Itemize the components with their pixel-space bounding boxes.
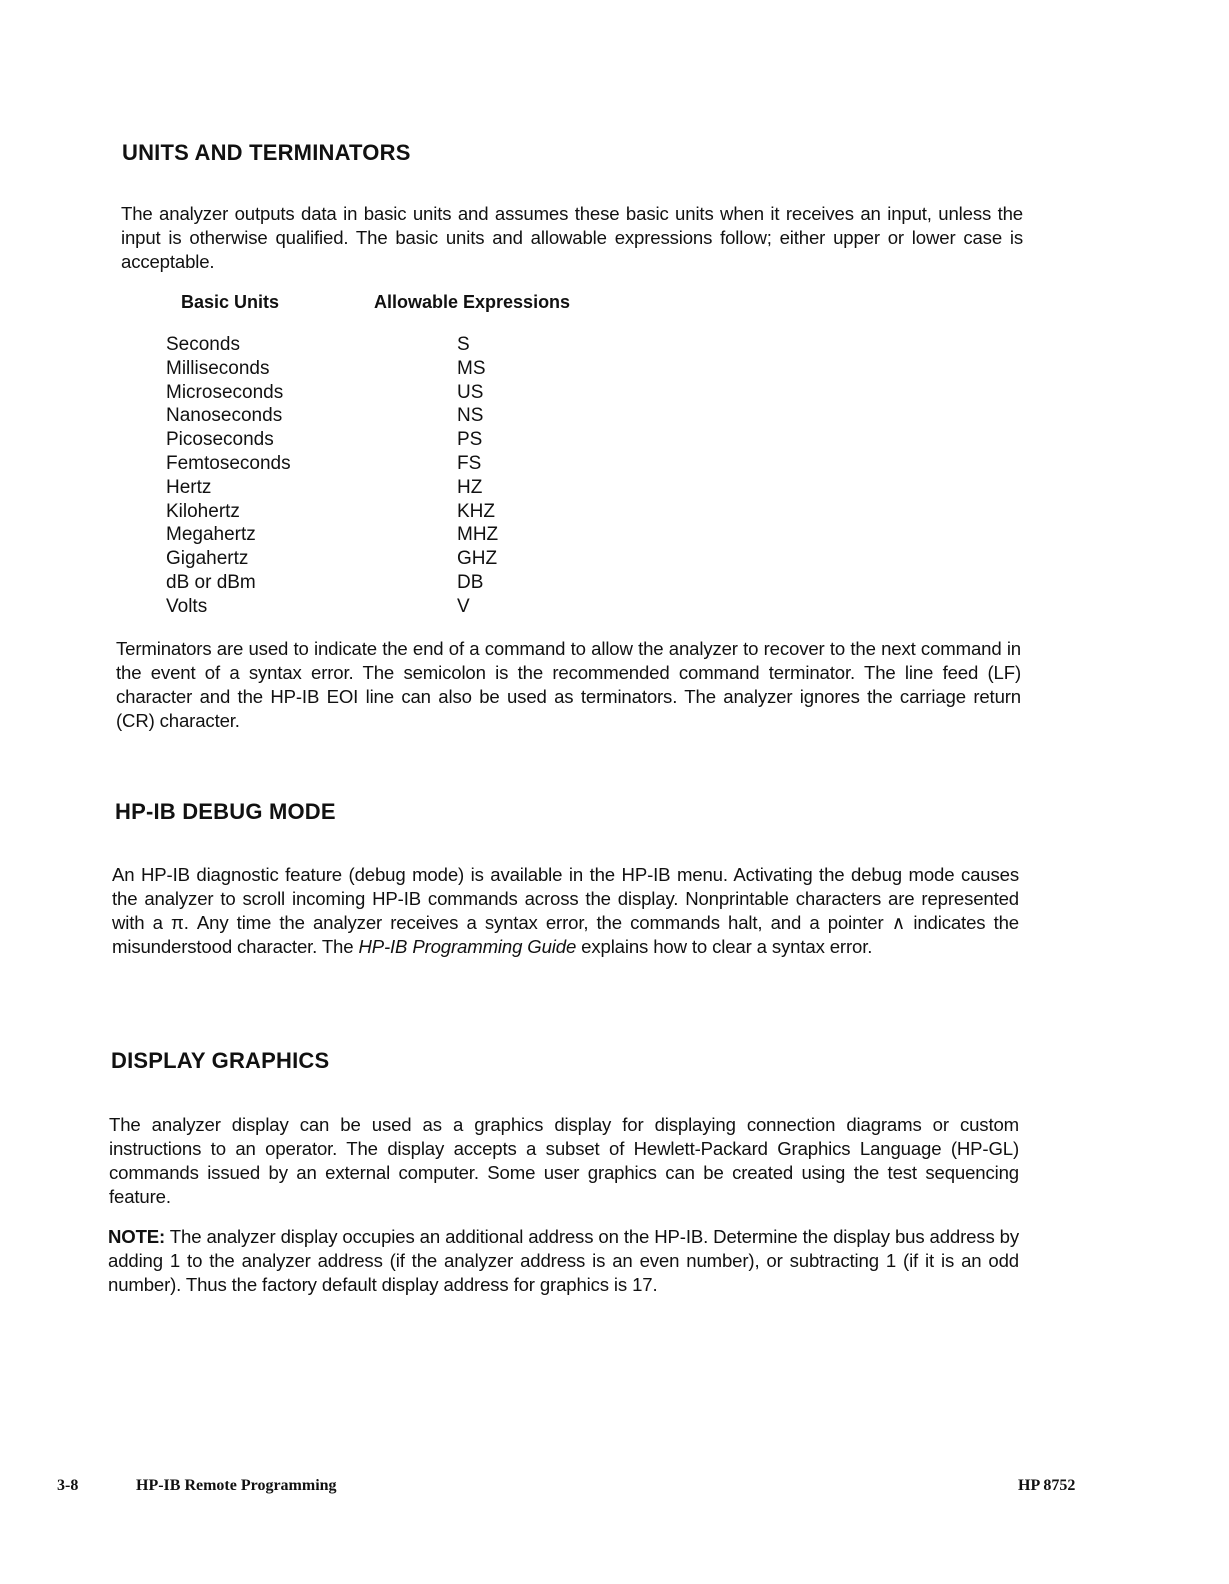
note-paragraph xyxy=(108,1225,1019,1297)
basic-units-column xyxy=(166,333,291,619)
table-header-expressions: Allowable Expressions xyxy=(374,292,571,312)
expression-cell: NS xyxy=(457,405,484,427)
basic-unit-cell: Microseconds xyxy=(166,381,284,403)
expressions-column xyxy=(457,333,498,619)
basic-unit-cell: Gigahertz xyxy=(166,548,249,570)
expression-cell: HZ xyxy=(457,476,483,498)
programming-guide-title: HP-IB Programming Guide xyxy=(358,936,577,957)
expression-cell: PS xyxy=(457,429,483,451)
expression-cell: S xyxy=(457,334,470,355)
basic-unit-cell: Femtoseconds xyxy=(166,452,291,474)
expression-cell: KHZ xyxy=(457,500,495,522)
basic-unit-cell: Seconds xyxy=(166,334,240,355)
expression-cell: US xyxy=(457,381,484,403)
expression-cell: MHZ xyxy=(457,524,499,546)
expression-cell: FS xyxy=(457,452,482,474)
basic-unit-cell: Milliseconds xyxy=(166,357,270,379)
debug-paragraph xyxy=(112,863,1019,959)
debug-text-end: explains how to clear a syntax error. xyxy=(576,936,873,957)
basic-unit-cell: Nanoseconds xyxy=(166,405,283,427)
section-heading-units: UNITS AND TERMINATORS xyxy=(122,140,411,165)
section-heading-graphics: DISPLAY GRAPHICS xyxy=(111,1048,330,1073)
table-header-basic-units: Basic Units xyxy=(181,292,280,312)
expression-cell: DB xyxy=(457,571,484,593)
footer-page-number: 3-8 xyxy=(57,1477,79,1494)
basic-unit-cell: Volts xyxy=(166,595,208,617)
footer-product: HP 8752 xyxy=(1018,1477,1076,1494)
basic-unit-cell: Megahertz xyxy=(166,524,256,546)
expression-cell: V xyxy=(457,595,470,617)
units-intro-paragraph: The analyzer outputs data in basic units and assumes these basic units when it receives an input, unless the input is otherwise qualified. The basic units and allowable expressions follow; either upper or lower case is acceptable. xyxy=(121,203,1023,272)
note-text: The analyzer display occupies an additional address on the HP-IB. Determine the display bus address by adding 1 to the analyzer address (if the analyzer address is an even number), or subtracting 1 (if it is an odd number). Thus the factory default display address for graphics is 17. xyxy=(108,1226,1019,1295)
terminators-paragraph: Terminators are used to indicate the end of a command to allow the analyzer to recover to the next command in the event of a syntax error. The semicolon is the recommended command terminator. The line feed (LF) character and the HP-IB EOI line can also be used as terminators. The analyzer ignores the carriage return (CR) character. xyxy=(116,638,1021,731)
section-heading-debug: HP-IB DEBUG MODE xyxy=(115,799,336,824)
debug-text: An HP-IB diagnostic feature (debug mode) is available in the HP-IB menu. Activating the debug mode causes the analyzer to scroll incoming HP-IB commands across the display. Nonprintable characters are represented with a π. Any time the analyzer receives a syntax error, the commands halt, and a pointer ∧ indicates the misunderstood character. The xyxy=(112,864,1019,957)
note-label: NOTE: xyxy=(108,1226,166,1247)
basic-unit-cell: dB or dBm xyxy=(166,571,256,593)
footer-chapter: HP-IB Remote Programming xyxy=(136,1477,337,1494)
expression-cell: MS xyxy=(457,357,486,379)
basic-unit-cell: Kilohertz xyxy=(166,500,240,522)
expression-cell: GHZ xyxy=(457,548,498,570)
basic-unit-cell: Picoseconds xyxy=(166,429,274,451)
graphics-paragraph: The analyzer display can be used as a graphics display for displaying connection diagrams or custom instructions to an operator. The display accepts a subset of Hewlett-Packard Graphics Language (HP-GL) commands issued by an external computer. Some user graphics can be created using the test sequencing feature. xyxy=(109,1114,1019,1207)
basic-unit-cell: Hertz xyxy=(166,476,212,498)
